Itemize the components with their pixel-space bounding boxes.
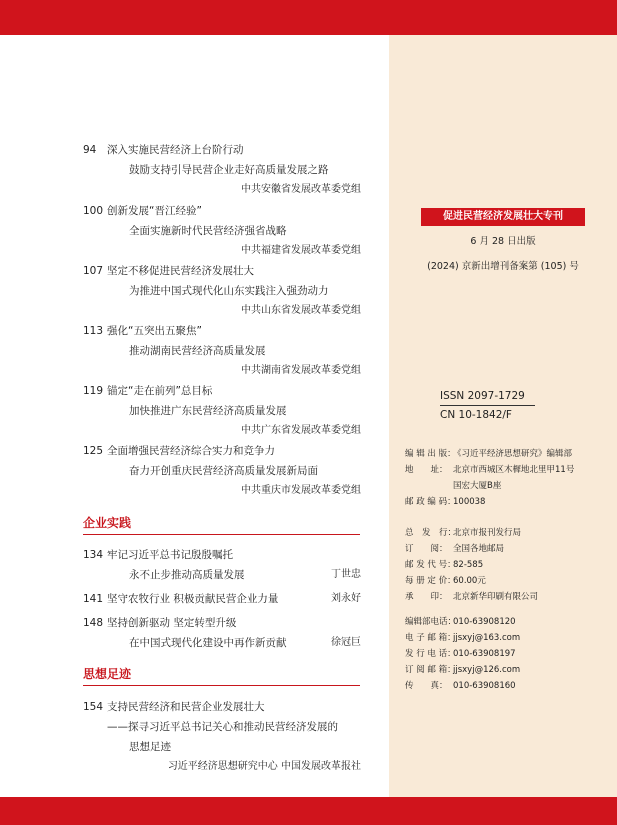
entry-subtitle: 鼓励支持引导民营企业走好高质量发展之路 <box>129 164 329 176</box>
section-heading <box>83 513 360 535</box>
toc-entry[interactable] <box>83 261 363 321</box>
info-label: 每 册 定 价： <box>405 576 456 586</box>
entry-author: 丁世忠 <box>331 569 361 580</box>
entry-title: 坚持创新驱动 坚定转型升级 <box>107 617 237 629</box>
entry-title: 坚定不移促进民营经济发展壮大 <box>107 265 254 277</box>
page-number: 107 <box>83 265 104 277</box>
entry-subtitle: 奋力开创重庆民营经济高质量发展新局面 <box>129 465 318 477</box>
entry-title: 全面增强民营经济综合实力和竞争力 <box>107 445 275 457</box>
section-title: 企业实践 <box>83 516 132 530</box>
entry-title: 创新发展“晋江经验” <box>107 205 202 217</box>
page-number: 113 <box>83 325 104 337</box>
info-label: 订 阅： <box>405 544 448 554</box>
info-label: 电 子 邮 箱： <box>405 633 456 643</box>
info-label: 邮 发 代 号： <box>405 560 456 570</box>
distribution-info <box>405 525 615 605</box>
permit-number: (2024) 京新出增刊备案第 (105) 号 <box>427 261 579 272</box>
entry-title: 深入实施民营经济上台阶行动 <box>107 144 244 156</box>
entry-title: 支持民营经济和民营企业发展壮大 <box>107 701 265 713</box>
phone-value: 010-63908197 <box>453 649 516 659</box>
toc-entry[interactable] <box>83 201 363 261</box>
entry-subtitle: 在中国式现代化建设中再作新贡献 <box>129 637 287 649</box>
info-value: 北京市西城区木樨地北里甲11号 <box>453 465 575 475</box>
info-label: 总 发 行： <box>405 528 457 538</box>
entry-author: 习近平经济思想研究中心 中国发展改革报社 <box>167 761 361 772</box>
cn-number: CN 10-1842/F <box>440 409 512 421</box>
entry-title: 强化“五突出五聚焦” <box>107 325 202 337</box>
entry-subtitle: 加快推进广东民营经济高质量发展 <box>129 405 287 417</box>
phone-value: 010-63908120 <box>453 617 516 627</box>
info-label: 邮 政 编 码： <box>405 497 456 507</box>
info-label: 地 址： <box>405 465 448 475</box>
section-heading <box>83 664 360 686</box>
entry-author: 中共福建省发展改革委党组 <box>241 245 361 256</box>
info-value: 北京新华印刷有限公司 <box>453 592 539 602</box>
entry-author: 中共山东省发展改革委党组 <box>241 305 361 316</box>
entry-author: 刘永好 <box>331 593 361 604</box>
entry-subtitle: 推动湖南民营经济高质量发展 <box>129 345 266 357</box>
page-number: 148 <box>83 617 104 629</box>
info-value: 82-585 <box>453 560 484 570</box>
fax-value: 010-63908160 <box>453 681 516 691</box>
special-issue-banner: 促进民营经济发展壮大专刊 <box>421 208 585 226</box>
page-number: 94 <box>83 144 97 156</box>
info-label: 编 辑 出 版： <box>405 449 456 459</box>
entry-title: 坚守农牧行业 积极贡献民营企业力量 <box>107 593 279 605</box>
toc-entry[interactable] <box>83 381 363 441</box>
publisher-info <box>405 446 615 510</box>
page-number: 134 <box>83 549 104 561</box>
info-value: 国宏大厦B座 <box>453 481 502 491</box>
entry-title: 牢记习近平总书记殷殷嘱托 <box>107 549 233 561</box>
entry-title: 锚定“走在前列”总目标 <box>107 385 213 397</box>
toc-entry[interactable] <box>83 140 363 200</box>
toc-entry[interactable] <box>83 545 363 585</box>
issn-divider <box>440 405 535 406</box>
entry-author: 中共安徽省发展改革委党组 <box>241 184 361 195</box>
email-value: jjsxyj@126.com <box>453 665 521 675</box>
info-label: 编辑部电话： <box>405 617 457 627</box>
info-value: 《习近平经济思想研究》编辑部 <box>453 449 573 459</box>
info-label: 订 阅 邮 箱： <box>405 665 456 675</box>
entry-subtitle: ——探寻习近平总书记关心和推动民营经济发展的 <box>107 721 338 733</box>
page-number: 154 <box>83 701 104 713</box>
entry-subtitle: 全面实施新时代民营经济强省战略 <box>129 225 287 237</box>
entry-subtitle-cont: 思想足迹 <box>129 741 171 753</box>
toc-entry[interactable] <box>83 613 363 653</box>
info-label: 发 行 电 话： <box>405 649 456 659</box>
contact-info <box>405 614 615 694</box>
entry-subtitle: 为推进中国式现代化山东实践注入强劲动力 <box>129 285 329 297</box>
toc-entry[interactable] <box>83 321 363 381</box>
page-number: 125 <box>83 445 104 457</box>
publication-date: 6 月 28 日出版 <box>470 236 536 247</box>
info-value: 100038 <box>453 497 486 507</box>
entry-author: 中共广东省发展改革委党组 <box>241 425 361 436</box>
page-number: 100 <box>83 205 104 217</box>
entry-author: 中共重庆市发展改革委党组 <box>241 485 361 496</box>
info-label: 传 真： <box>405 681 448 691</box>
info-value: 北京市报刊发行局 <box>453 528 522 538</box>
toc-entry[interactable] <box>83 441 363 501</box>
issn-number: ISSN 2097-1729 <box>440 390 525 402</box>
entry-author: 中共湖南省发展改革委党组 <box>241 365 361 376</box>
entry-subtitle: 永不止步推动高质量发展 <box>129 569 245 581</box>
page-number: 141 <box>83 593 104 605</box>
info-label: 承 印： <box>405 592 448 602</box>
page-number: 119 <box>83 385 104 397</box>
toc-entry[interactable] <box>83 589 363 609</box>
section-title: 思想足迹 <box>83 667 132 681</box>
email-value: jjsxyj@163.com <box>453 633 521 643</box>
entry-author: 徐冠巨 <box>331 637 361 648</box>
info-value: 全国各地邮局 <box>453 544 505 554</box>
info-value: 60.00元 <box>453 576 486 586</box>
toc-entry[interactable] <box>83 697 363 777</box>
